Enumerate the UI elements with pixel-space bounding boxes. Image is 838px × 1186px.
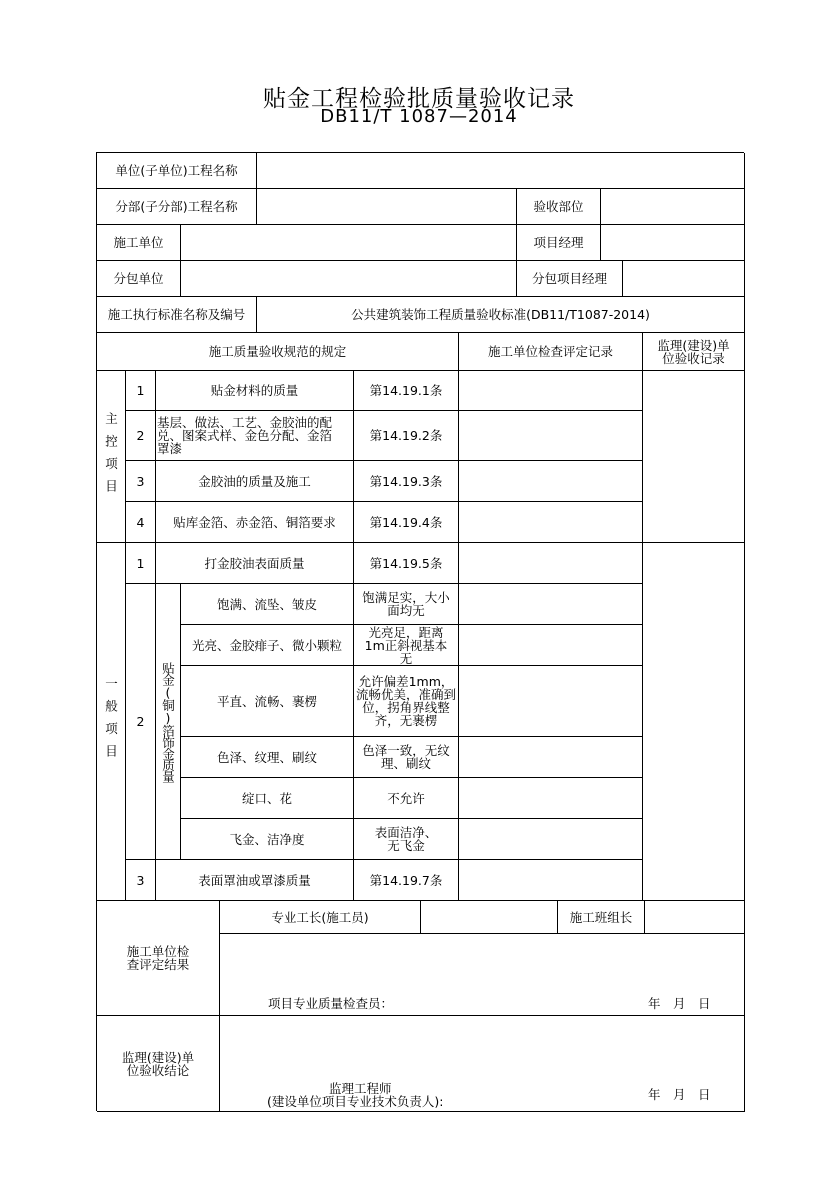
- gilding-sub-req: 允许偏差1mm，流畅优美，准确到位，拐角界线整齐，无裹楞: [354, 666, 459, 737]
- spec-header: 施工质量验收规范的规定: [97, 333, 459, 371]
- main-item: 贴库金箔、赤金箔、铜箔要求: [156, 502, 354, 543]
- main-record-field[interactable]: [459, 461, 643, 502]
- general-clause: 第14.19.7条: [354, 860, 459, 901]
- standard-label: 施工执行标准名称及编号: [97, 297, 257, 333]
- supervisor-engineer-label: 监理工程师: [329, 1081, 392, 1096]
- project-name-label: 单位(子单位)工程名称: [97, 153, 257, 189]
- subproject-field[interactable]: [257, 189, 517, 225]
- gilding-sub-item: 飞金、洁净度: [181, 819, 354, 860]
- contractor-label: 施工单位: [97, 225, 181, 261]
- main-item: 基层、做法、工艺、金胶油的配兑、图案式样、金色分配、金箔罩漆: [156, 411, 354, 461]
- supervisor-conclusion-label: 监理(建设)单位验收结论: [97, 1016, 220, 1112]
- contractor-record-header: 施工单位检查评定记录: [459, 333, 643, 371]
- sub-pm-label: 分包项目经理: [517, 261, 623, 297]
- gilding-sub-req: 光亮足，距离1m正斜视基本无: [354, 625, 459, 666]
- contractor-result-label: 施工单位检查评定结果: [97, 901, 220, 1016]
- main-item: 金胶油的质量及施工: [156, 461, 354, 502]
- general-record-field[interactable]: [459, 737, 643, 778]
- main-record-field[interactable]: [459, 502, 643, 543]
- main-clause: 第14.19.3条: [354, 461, 459, 502]
- general-supervisor-field[interactable]: [643, 543, 745, 901]
- main-no: 2: [126, 411, 156, 461]
- main-clause: 第14.19.1条: [354, 371, 459, 411]
- general-category: 一般项目: [97, 543, 126, 901]
- general-no: 3: [126, 860, 156, 901]
- general-record-field[interactable]: [459, 778, 643, 819]
- gilding-sub-req: 色泽一致，无纹理、刷纹: [354, 737, 459, 778]
- subcontractor-field[interactable]: [181, 261, 517, 297]
- contractor-field[interactable]: [181, 225, 517, 261]
- general-clause: 第14.19.5条: [354, 543, 459, 584]
- general-item: 表面罩油或罩漆质量: [156, 860, 354, 901]
- main-item: 贴金材料的质量: [156, 371, 354, 411]
- supervisor-date: 年 月 日: [648, 1087, 711, 1102]
- general-no: 1: [126, 543, 156, 584]
- pm-label: 项目经理: [517, 225, 601, 261]
- subcontractor-label: 分包单位: [97, 261, 181, 297]
- gilding-sub-item: 光亮、金胶痱子、微小颗粒: [181, 625, 354, 666]
- standard-value: 公共建筑装饰工程质量验收标准(DB11/T1087-2014): [257, 297, 745, 333]
- general-record-field[interactable]: [459, 666, 643, 737]
- foreman-field[interactable]: [421, 901, 558, 934]
- general-no: 2: [126, 584, 156, 860]
- pm-field[interactable]: [601, 225, 745, 261]
- main-record-field[interactable]: [459, 411, 643, 461]
- main-no: 3: [126, 461, 156, 502]
- foreman-label: 专业工长(施工员): [220, 901, 421, 934]
- general-record-field[interactable]: [459, 543, 643, 584]
- acceptance-part-label: 验收部位: [517, 189, 601, 225]
- gilding-sub-req: 饱满足实，大小面均无: [354, 584, 459, 625]
- gilding-sub-item: 绽口、花: [181, 778, 354, 819]
- main-category: 主控项目: [97, 371, 126, 543]
- supervisor-record-header: 监理(建设)单位验收记录: [643, 333, 745, 371]
- team-leader-label: 施工班组长: [558, 901, 645, 934]
- gilding-sub-item: 平直、流畅、裹楞: [181, 666, 354, 737]
- sub-pm-field[interactable]: [623, 261, 745, 297]
- gilding-sub-req: 表面洁净、无飞金: [354, 819, 459, 860]
- main-clause: 第14.19.4条: [354, 502, 459, 543]
- gilding-sub-item: 饱满、流坠、皱皮: [181, 584, 354, 625]
- main-no: 1: [126, 371, 156, 411]
- gilding-quality-group: 贴金(铜)箔饰金质量: [156, 584, 181, 860]
- form-title: 贴金工程检验批质量验收记录: [263, 86, 575, 112]
- general-record-field[interactable]: [459, 860, 643, 901]
- subproject-label: 分部(子分部)工程名称: [97, 189, 257, 225]
- team-leader-field[interactable]: [645, 901, 745, 934]
- general-record-field[interactable]: [459, 819, 643, 860]
- main-clause: 第14.19.2条: [354, 411, 459, 461]
- general-record-field[interactable]: [459, 625, 643, 666]
- owner-tech-label: (建设单位项目专业技术负责人):: [267, 1094, 444, 1109]
- acceptance-part-field[interactable]: [601, 189, 745, 225]
- main-no: 4: [126, 502, 156, 543]
- project-name-field[interactable]: [257, 153, 745, 189]
- inspection-form-table: [96, 152, 744, 1111]
- inspector-label: 项目专业质量检查员：: [268, 996, 394, 1011]
- general-record-field[interactable]: [459, 584, 643, 625]
- inspection-date: 年 月 日: [648, 996, 711, 1011]
- main-record-field[interactable]: [459, 371, 643, 411]
- general-item: 打金胶油表面质量: [156, 543, 354, 584]
- main-supervisor-field[interactable]: [643, 371, 745, 543]
- standard-code: DB11/T 1087—2014: [320, 106, 518, 127]
- gilding-sub-item: 色泽、纹理、刷纹: [181, 737, 354, 778]
- gilding-sub-req: 不允许: [354, 778, 459, 819]
